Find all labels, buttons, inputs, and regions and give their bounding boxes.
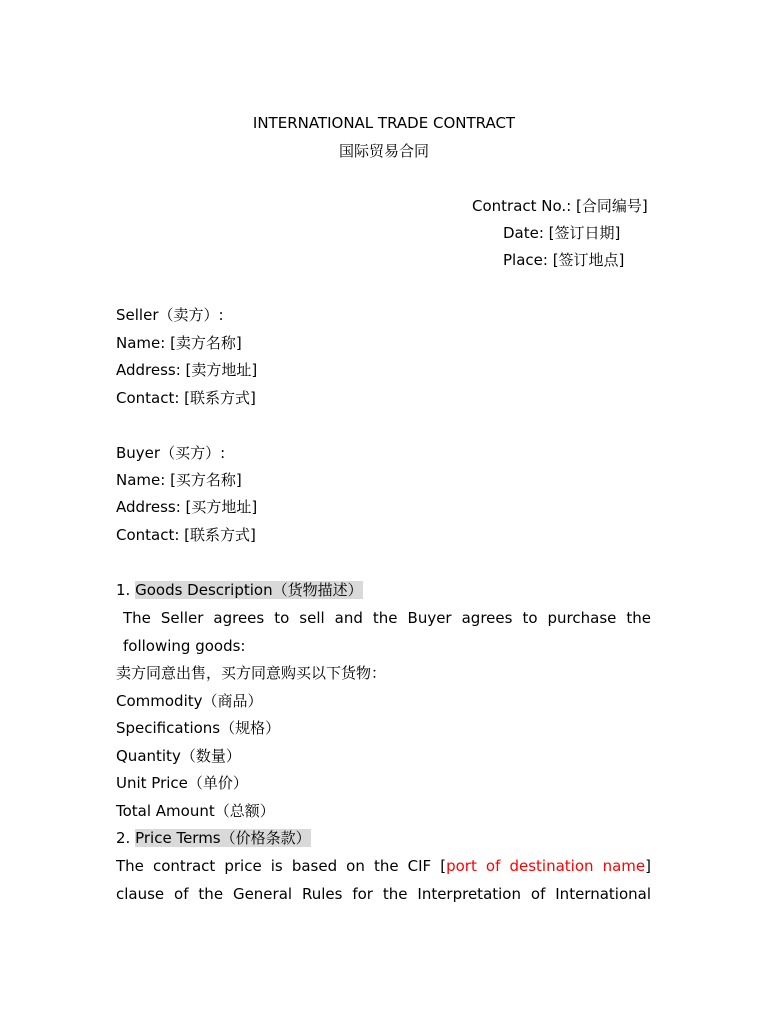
section1-number: 1. <box>116 581 131 599</box>
total-amount-label: Total Amount（总额） <box>116 802 275 820</box>
section1-body-line1: The Seller agrees to sell and the Buyer agrees to purchase the <box>123 609 651 627</box>
buyer-heading: Buyer（买方）: <box>116 444 226 462</box>
section2-line1-end: ] <box>645 857 651 875</box>
seller-contact: Contact: [联系方式] <box>116 389 256 407</box>
section2-line1-start: The contract price is based on the CIF [ <box>116 857 447 875</box>
section1-heading <box>116 580 363 600</box>
unit-price-label: Unit Price（单价） <box>116 774 248 792</box>
specifications-label: Specifications（规格） <box>116 719 281 737</box>
buyer-contact: Contact: [联系方式] <box>116 526 256 544</box>
section1-body-chinese: 卖方同意出售，买方同意购买以下货物： <box>116 664 387 682</box>
section2-title: Price Terms（价格条款） <box>135 829 311 847</box>
contract-date: Date: [签订日期] <box>503 224 621 242</box>
title-chinese: 国际贸易合同 <box>338 142 429 160</box>
contract-place: Place: [签订地点] <box>503 251 625 269</box>
section2-number: 2. <box>116 829 131 847</box>
section1-title: Goods Description（货物描述） <box>135 581 363 599</box>
quantity-label: Quantity（数量） <box>116 747 241 765</box>
buyer-name: Name: [买方名称] <box>116 471 242 489</box>
seller-name: Name: [卖方名称] <box>116 334 242 352</box>
seller-heading: Seller（卖方）: <box>116 306 224 324</box>
buyer-address: Address: [买方地址] <box>116 498 258 516</box>
section1-body-line2: following goods: <box>123 637 246 655</box>
destination-port-placeholder: port of destination name <box>446 857 646 875</box>
commodity-label: Commodity（商品） <box>116 692 263 710</box>
section2-body-line2: clause of the General Rules for the Interpretation of International <box>116 885 651 903</box>
title-english: INTERNATIONAL TRADE CONTRACT <box>252 114 516 132</box>
contract-number: Contract No.: [合同编号] <box>472 197 648 215</box>
seller-address: Address: [卖方地址] <box>116 361 258 379</box>
section2-body-line1 <box>116 856 651 876</box>
section2-heading <box>116 828 311 848</box>
